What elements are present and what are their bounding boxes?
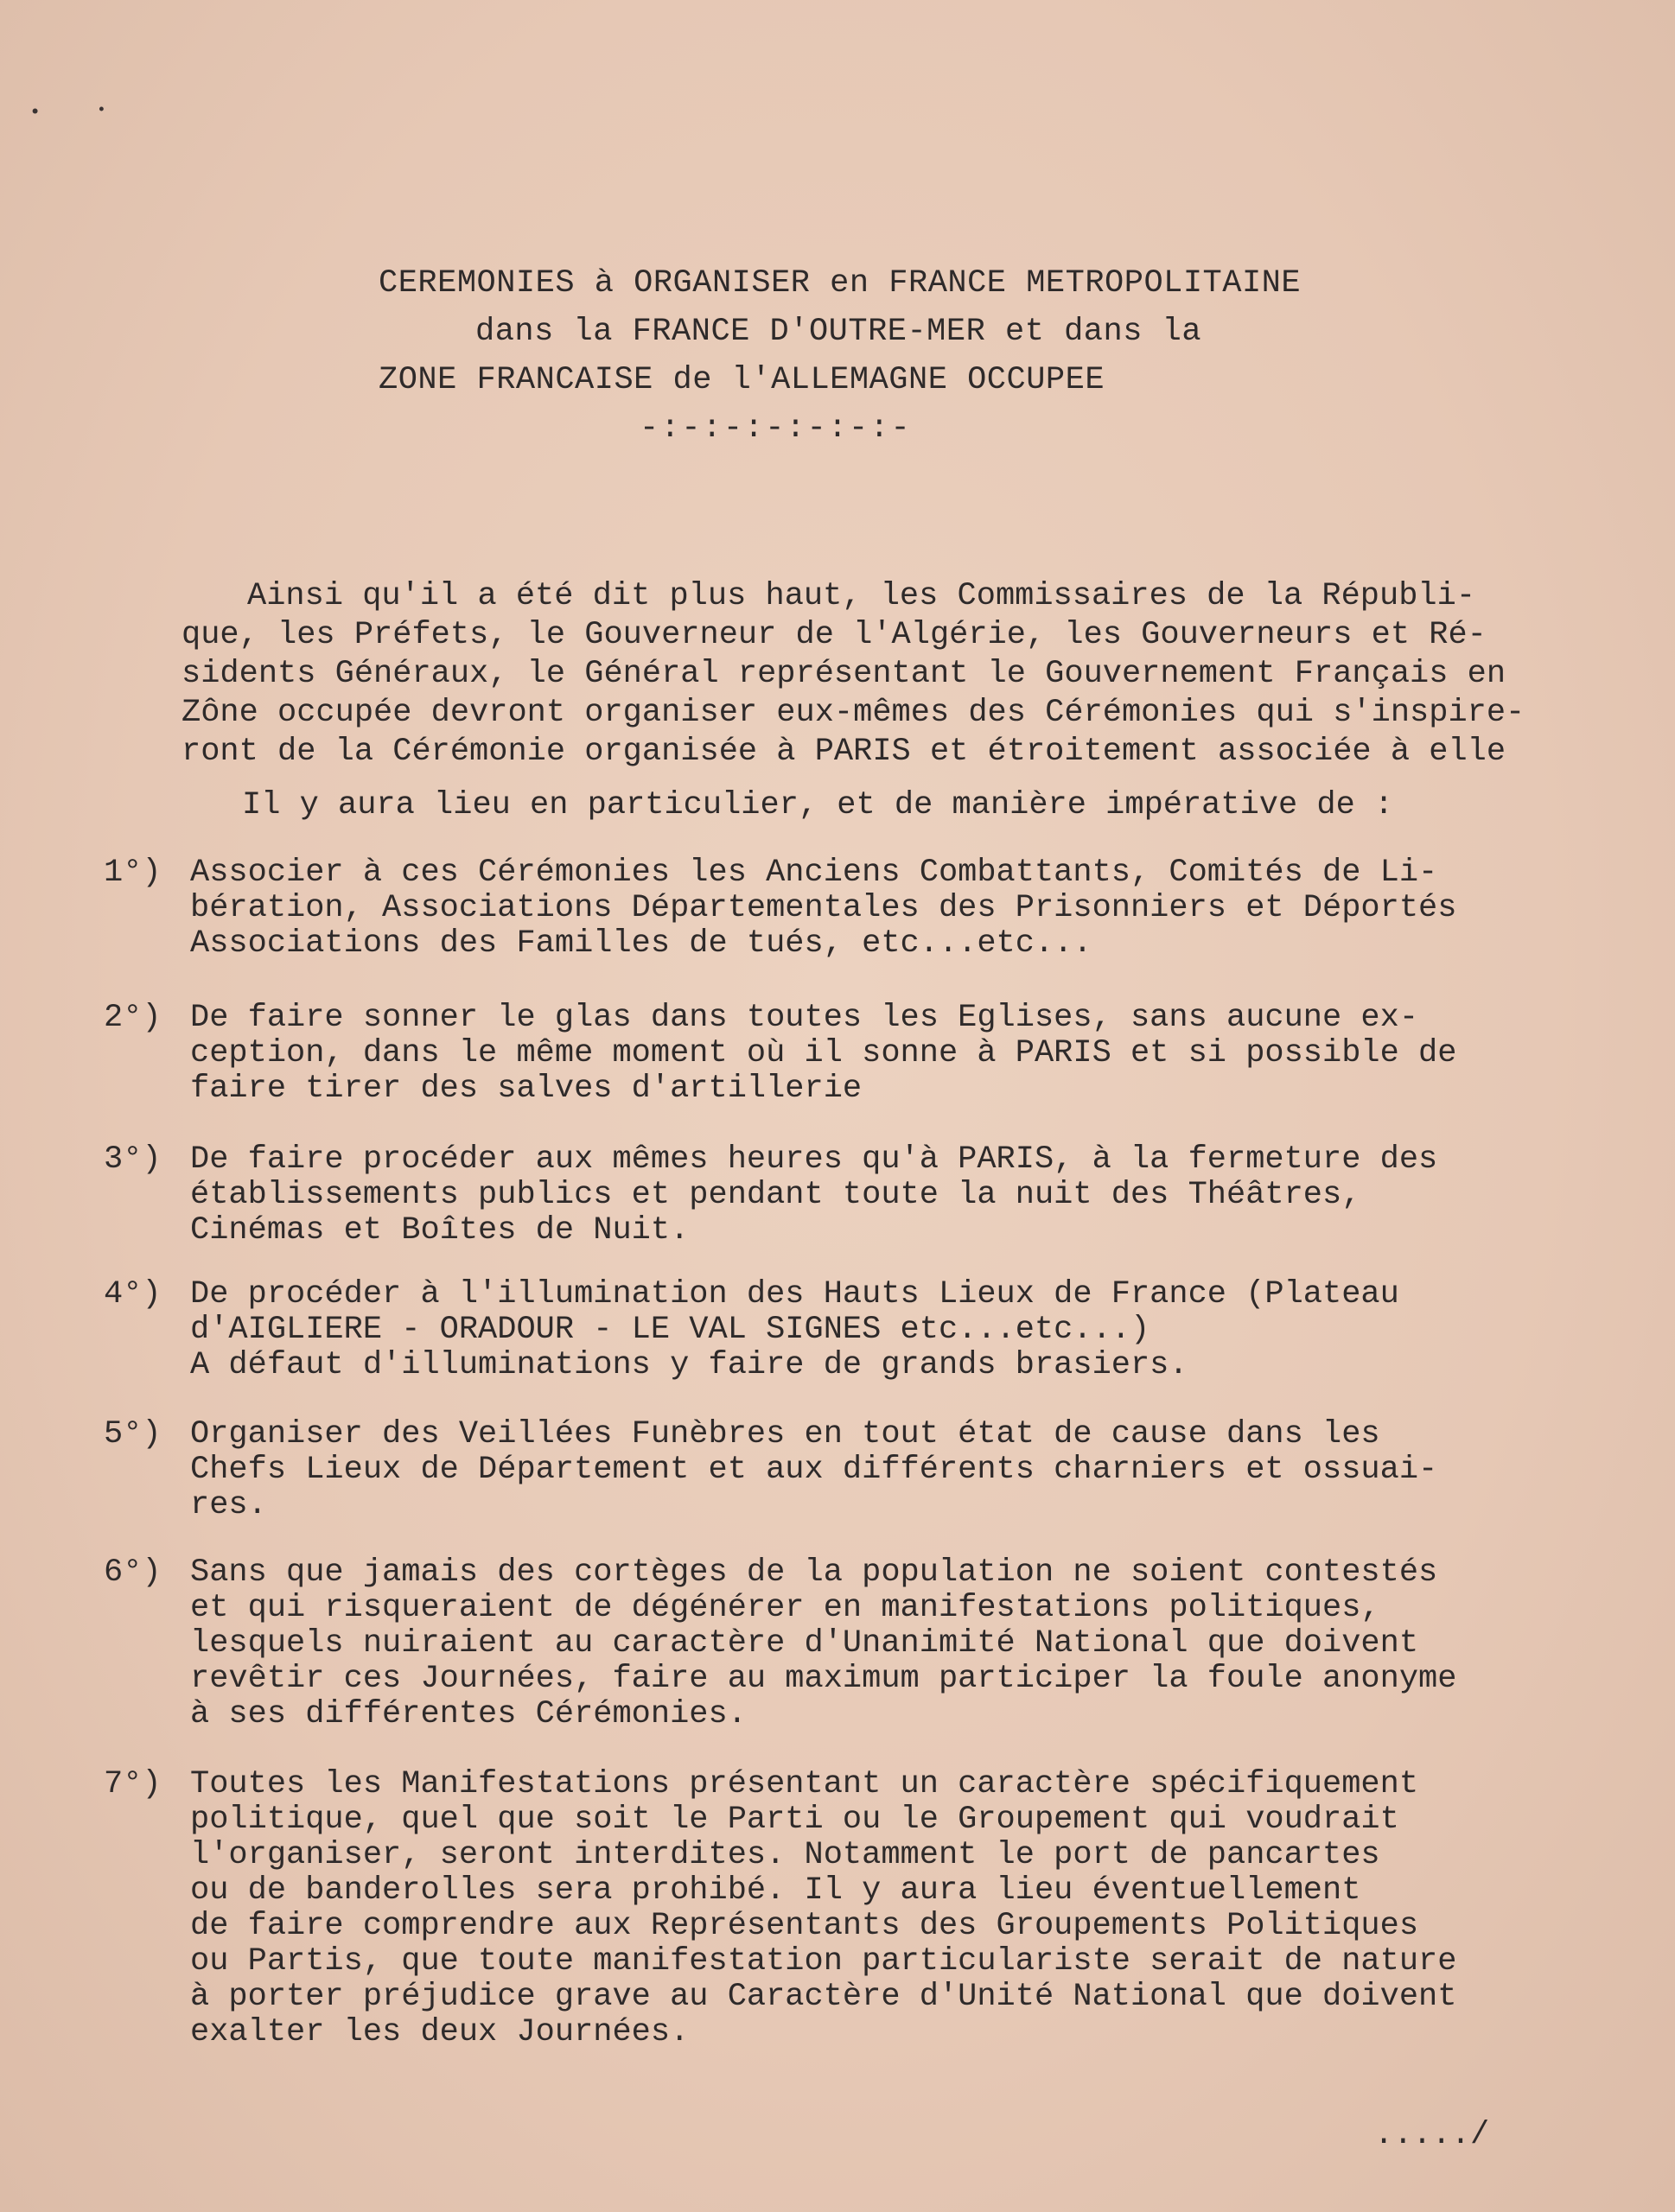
item-number: 6°) xyxy=(104,1554,162,1591)
title-line-2: dans la FRANCE D'OUTRE-MER et dans la xyxy=(475,314,1202,350)
list-item xyxy=(104,1001,1573,1107)
list-item xyxy=(104,1277,1573,1383)
document-title xyxy=(363,259,1400,453)
item-number: 2°) xyxy=(104,1000,162,1036)
list-item xyxy=(104,1142,1573,1249)
intro-text: Ainsi qu'il a été dit plus haut, les Commissaires de la Républi- que, les Préfets, le Gouverneur de l'Algérie, les Gouverneurs et Ré- sidents Généraux, le Général représentant le Gouvernement Français en Zône occupée devront organiser eux-mêmes des Cérémonies qui s'inspire- ront de la Cérémonie organisée à PARIS et étroitement associée à elle xyxy=(182,578,1525,770)
continuation-mark: ...../ xyxy=(1374,2117,1490,2153)
item-text: Toutes les Manifestations présentant un caractère spécifiquement politique, quel que soit le Parti ou le Groupement qui voudrait l'organiser, seront interdites. Notamment le port de pancartes ou de banderolles sera prohibé. Il y aura lieu éventuellement de faire comprendre aux Représentants des Groupements Politiques ou Partis, que toute manifestation particulariste serait de nature à porter préjudice grave au Caractère d'Unité National que doivent exalter les deux Journées. xyxy=(190,1766,1457,2050)
list-item xyxy=(104,855,1573,962)
margin-mark-right: • xyxy=(97,102,106,119)
item-text: Sans que jamais des cortèges de la population ne soient contestés et qui risqueraient de dégénérer en manifestations politiques, lesquels nuiraient au caractère d'Unanimité National que doivent revêtir ces Journées, faire au maximum participer la foule anonyme à ses différentes Cérémonies. xyxy=(190,1554,1457,1732)
lead-sentence: Il y aura lieu en particulier, et de manière impérative de : xyxy=(242,787,1394,823)
item-text: De faire procéder aux mêmes heures qu'à PARIS, à la fermeture des établissements publics et pendant toute la nuit des Théâtres, Cinémas et Boîtes de Nuit. xyxy=(190,1141,1438,1249)
item-number: 7°) xyxy=(104,1766,162,1802)
item-text: Associer à ces Cérémonies les Anciens Combattants, Comités de Li- bération, Associations Départementales des Prisonniers et Déportés Associations des Familles de tués, etc...etc... xyxy=(190,855,1457,962)
list-item xyxy=(104,1767,1573,2050)
title-separator: -:-:-:-:-:-:- xyxy=(640,410,912,447)
list-item xyxy=(104,1555,1573,1732)
item-text: De procéder à l'illumination des Hauts Lieux de France (Plateau d'AIGLIERE - ORADOUR - LE VAL SIGNES etc...etc...) A défaut d'illuminations y faire de grands brasiers. xyxy=(190,1276,1399,1383)
title-line-1: CEREMONIES à ORGANISER en FRANCE METROPOLITAINE xyxy=(379,265,1302,302)
margin-mark-left: • xyxy=(29,102,41,124)
intro-paragraph xyxy=(182,577,1582,772)
title-line-3: ZONE FRANCAISE de l'ALLEMAGNE OCCUPEE xyxy=(379,362,1105,398)
item-number: 5°) xyxy=(104,1416,162,1452)
item-text: De faire sonner le glas dans toutes les Eglises, sans aucune ex- ception, dans le même moment où il sonne à PARIS et si possible de faire tirer des salves d'artillerie xyxy=(190,1000,1457,1107)
item-text: Organiser des Veillées Funèbres en tout état de cause dans les Chefs Lieux de Département et aux différents charniers et ossuai- res. xyxy=(190,1416,1438,1523)
item-number: 4°) xyxy=(104,1276,162,1313)
item-number: 3°) xyxy=(104,1141,162,1178)
item-number: 1°) xyxy=(104,855,162,891)
list-item xyxy=(104,1417,1573,1523)
